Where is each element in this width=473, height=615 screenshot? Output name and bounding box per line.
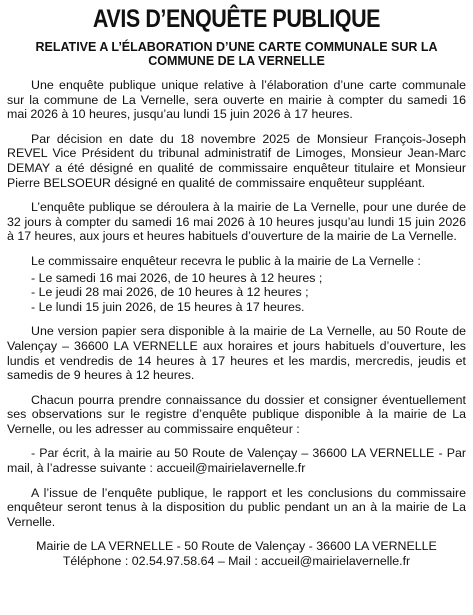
consultation-paragraph: Chacun pourra prendre connaissance du dossier et consigner éventuellement ses observations sur le registre d’enquête publique disponible à la mairie de La Vernelle, ou les adresser au commissaire enquêteur :	[7, 392, 466, 436]
notice-subtitle: RELATIVE A L’ÉLABORATION D’UNE CARTE COMMUNALE SUR LA COMMUNE DE LA VERNELLE	[35, 40, 438, 68]
footer	[7, 539, 466, 569]
list-item: - Le samedi 16 mai 2026, de 10 heures à 12 heures ;	[31, 270, 323, 285]
permanences-list	[7, 271, 466, 315]
reception-paragraph: Le commissaire enquêteur recevra le public à la mairie de La Vernelle :	[31, 253, 421, 268]
intro-paragraph: Une enquête publique unique relative à l’élaboration d’une carte communale sur la commune de La Vernelle, sera ouverte en mairie à compter du samedi 16 mai 2026 à 10 heures, jusqu’au lundi 15 juin 2026 à 17 heures.	[7, 78, 466, 122]
conclusion-paragraph: A l’issue de l’enquête publique, le rapport et les conclusions du commissaire enquêteur seront tenus à la disposition du public pendant un an à la mairie de La Vernelle.	[7, 485, 466, 529]
designation-paragraph: Par décision en date du 18 novembre 2025 de Monsieur François-Joseph REVEL Vice Président du tribunal administratif de Limoges, Monsieur Jean-Marc DEMAY a été désigné en qualité de commissaire enquêteur titulaire et Monsieur Pierre BELSOEUR désigné en qualité de commissaire enquêteur suppléant.	[7, 131, 466, 190]
list-item: - Le lundi 15 juin 2026, de 15 heures à 17 heures.	[31, 299, 305, 314]
footer-address: Mairie de LA VERNELLE - 50 Route de Valençay - 36600 LA VERNELLE	[36, 539, 437, 554]
list-item: - Le jeudi 28 mai 2026, de 10 heures à 12 heures ;	[31, 285, 309, 300]
duration-paragraph: L’enquête publique se déroulera à la mairie de La Vernelle, pour une durée de 32 jours à compter du samedi 16 mai 2026 à 10 heures jusqu’au lundi 15 juin 2026 à 17 heures, aux jours et heures habituels d’ouverture de la mairie de La Vernelle.	[7, 200, 466, 244]
notice-title: AVIS D’ENQUÊTE PUBLIQUE	[92, 5, 381, 33]
footer-contact: Téléphone : 02.54.97.58.64 – Mail : accueil@mairielavernelle.fr	[62, 554, 411, 569]
paper-version-paragraph: Une version papier sera disponible à la mairie de La Vernelle, au 50 Route de Valençay – 36600 LA VERNELLE aux horaires et jours habituels d’ouverture, les lundis et vendredis de 14 heures à 17 heures et les mardis, mercredis, jeudis et samedis de 9 heures à 12 heures.	[7, 324, 466, 383]
contact-paragraph: - Par écrit, à la mairie au 50 Route de Valençay – 36600 LA VERNELLE - Par mail, à l’adresse suivante : accueil@mairielavernelle.fr	[7, 446, 466, 476]
